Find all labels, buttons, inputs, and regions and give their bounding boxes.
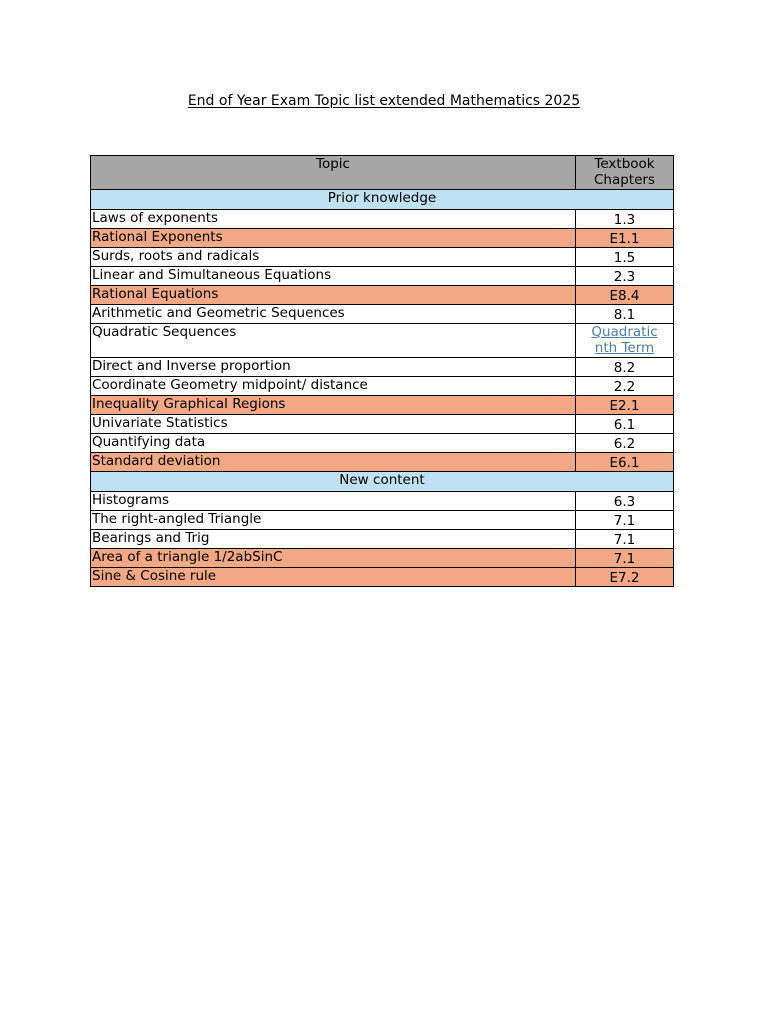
chapter-cell: 7.1 [576, 530, 674, 549]
table-row [91, 377, 674, 396]
table-row [91, 453, 674, 472]
chapter-cell: 1.3 [576, 210, 674, 229]
chapter-cell: E1.1 [576, 229, 674, 248]
chapter-cell: 6.1 [576, 415, 674, 434]
topic-cell: Sine & Cosine rule [91, 568, 576, 587]
topic-column-header: Topic [91, 156, 576, 190]
table-row [91, 324, 674, 358]
chapter-cell: 7.1 [576, 549, 674, 568]
table-row [91, 511, 674, 530]
topic-cell: Arithmetic and Geometric Sequences [91, 305, 576, 324]
page-title: End of Year Exam Topic list extended Mathematics 2025 [187, 93, 581, 109]
chapter-cell: E6.1 [576, 453, 674, 472]
table-row [91, 530, 674, 549]
table-row [91, 568, 674, 587]
section-header-row [91, 472, 674, 492]
chapters-column-header [576, 156, 674, 190]
table-row [91, 549, 674, 568]
chapter-cell[interactable] [576, 324, 674, 358]
topic-cell: Quantifying data [91, 434, 576, 453]
chapters-header-line2: Chapters [593, 172, 655, 188]
chapter-cell: 8.1 [576, 305, 674, 324]
chapter-link-line2[interactable]: nth Term [594, 340, 655, 356]
table-row [91, 305, 674, 324]
chapter-cell: E8.4 [576, 286, 674, 305]
topic-cell: Surds, roots and radicals [91, 248, 576, 267]
table-body [91, 190, 674, 587]
topic-table [90, 155, 674, 587]
table-row [91, 358, 674, 377]
topic-cell: Direct and Inverse proportion [91, 358, 576, 377]
table-row [91, 396, 674, 415]
topic-cell: Coordinate Geometry midpoint/ distance [91, 377, 576, 396]
table-header-row [91, 156, 674, 190]
chapter-cell: 2.3 [576, 267, 674, 286]
table-row [91, 210, 674, 229]
chapter-cell: E7.2 [576, 568, 674, 587]
topic-cell: Standard deviation [91, 453, 576, 472]
topic-cell: Laws of exponents [91, 210, 576, 229]
topic-cell: Linear and Simultaneous Equations [91, 267, 576, 286]
chapter-cell: 7.1 [576, 511, 674, 530]
topic-cell: Bearings and Trig [91, 530, 576, 549]
topic-cell: The right-angled Triangle [91, 511, 576, 530]
table-row [91, 434, 674, 453]
section-title: New content [91, 472, 674, 492]
chapters-header-line1: Textbook [594, 156, 655, 172]
chapter-cell: E2.1 [576, 396, 674, 415]
table-row [91, 492, 674, 511]
topic-cell: Histograms [91, 492, 576, 511]
chapter-cell: 2.2 [576, 377, 674, 396]
table-row [91, 415, 674, 434]
topic-cell: Quadratic Sequences [91, 324, 576, 358]
chapter-cell: 1.5 [576, 248, 674, 267]
topic-cell: Rational Exponents [91, 229, 576, 248]
table-row [91, 267, 674, 286]
topic-cell: Area of a triangle 1/2abSinC [91, 549, 576, 568]
chapter-link-line1[interactable]: Quadratic [591, 324, 658, 340]
topic-cell: Rational Equations [91, 286, 576, 305]
table-row [91, 229, 674, 248]
section-title: Prior knowledge [91, 190, 674, 210]
chapter-cell: 6.3 [576, 492, 674, 511]
topic-cell: Inequality Graphical Regions [91, 396, 576, 415]
table-row [91, 286, 674, 305]
topic-cell: Univariate Statistics [91, 415, 576, 434]
chapter-cell: 8.2 [576, 358, 674, 377]
chapter-cell: 6.2 [576, 434, 674, 453]
table-row [91, 248, 674, 267]
section-header-row [91, 190, 674, 210]
